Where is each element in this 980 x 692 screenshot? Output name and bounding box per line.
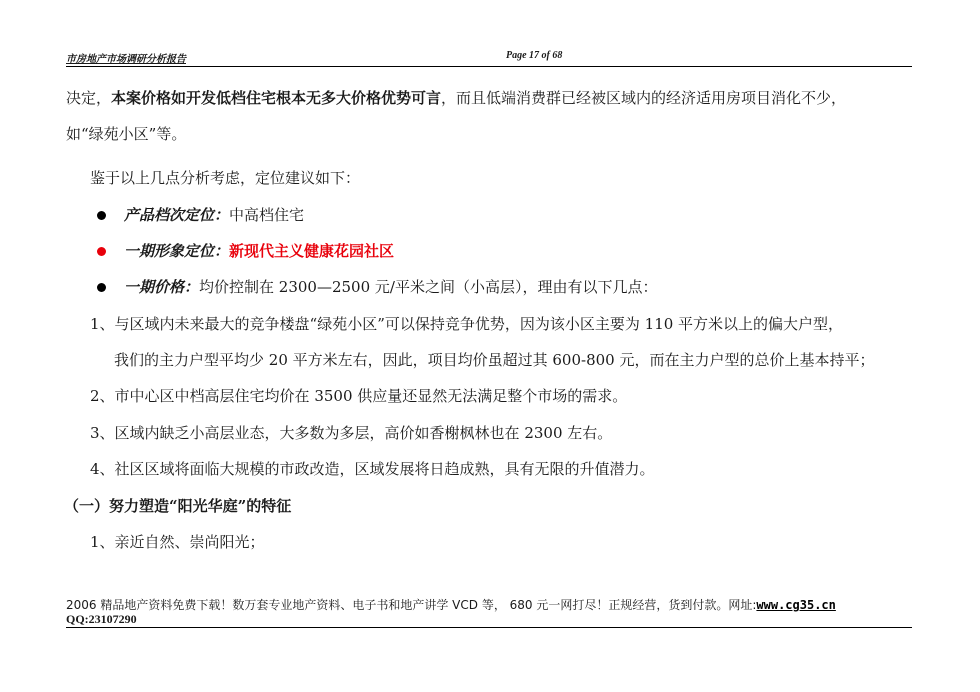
bullet-dot-icon — [97, 247, 106, 256]
reason-line: 1、与区域内未来最大的竞争楼盘“绿苑小区”可以保持竞争优势，因为该小区主要为 110 平方米以上的偏大户型， — [90, 315, 844, 333]
promo-text: 2006 精品地产资料免费下载！数万套专业地产资料、电子书和地产讲学 VCD 等， 680 元一网打尽！正规经营，货到付款。网址: — [66, 598, 757, 612]
page-header — [66, 50, 912, 66]
bullet-label: 一期价格： — [124, 278, 200, 296]
bullet-dot-icon — [97, 283, 106, 292]
bullet-item — [97, 205, 304, 225]
header-divider — [66, 66, 912, 67]
bullet-value: 中高档住宅 — [229, 206, 305, 224]
document-title: 市房地产市场调研分析报告 — [66, 54, 186, 65]
footer-promo — [66, 596, 836, 613]
bullet-item — [97, 241, 394, 261]
paragraph-line — [66, 88, 846, 108]
footer-divider — [66, 627, 912, 628]
intro-line: 鉴于以上几点分析考虑，定位建议如下： — [90, 169, 361, 187]
bullet-label: 一期形象定位： — [124, 242, 230, 260]
text-run: 决定， — [66, 89, 112, 107]
emphasis-text: 本案价格如开发低档住宅根本无多大价格优势可言 — [111, 89, 442, 107]
page-number: Page 17 of 68 — [506, 50, 563, 61]
bullet-dot-icon — [97, 211, 106, 220]
reason-line: 4、社区区域将面临大规模的市政改造，区域发展将日趋成熟，具有无限的升值潜力。 — [90, 460, 655, 478]
reason-line: 3、区域内缺乏小高层业态，大多数为多层，高价如香榭枫林也在 2300 左右。 — [90, 424, 613, 442]
footer-qq: QQ:23107290 — [66, 612, 137, 626]
bullet-value: 均价控制在 2300—2500 元/平米之间（小高层），理由有以下几点： — [199, 278, 658, 296]
reason-line: 我们的主力户型平均少 20 平方米左右，因此，项目均价虽超过其 600-800 元，而在主力户型的总价上基本持平； — [114, 351, 875, 369]
bullet-label: 产品档次定位： — [124, 206, 230, 224]
bullet-item — [97, 277, 657, 297]
website-link[interactable]: www.cg35.cn — [756, 598, 836, 612]
text-run: ，而且低端消费群已经被区域内的经济适用房项目消化不少， — [441, 89, 847, 107]
paragraph-line: 如“绿苑小区”等。 — [66, 125, 187, 143]
bullet-value-highlight: 新现代主义健康花园社区 — [229, 242, 395, 260]
reason-line: 2、市中心区中档高层住宅均价在 3500 供应量还显然无法满足整个市场的需求。 — [90, 387, 628, 405]
section-item: 1、亲近自然、崇尚阳光； — [90, 533, 265, 551]
section-heading: （一）努力塑造“阳光华庭”的特征 — [64, 497, 292, 515]
